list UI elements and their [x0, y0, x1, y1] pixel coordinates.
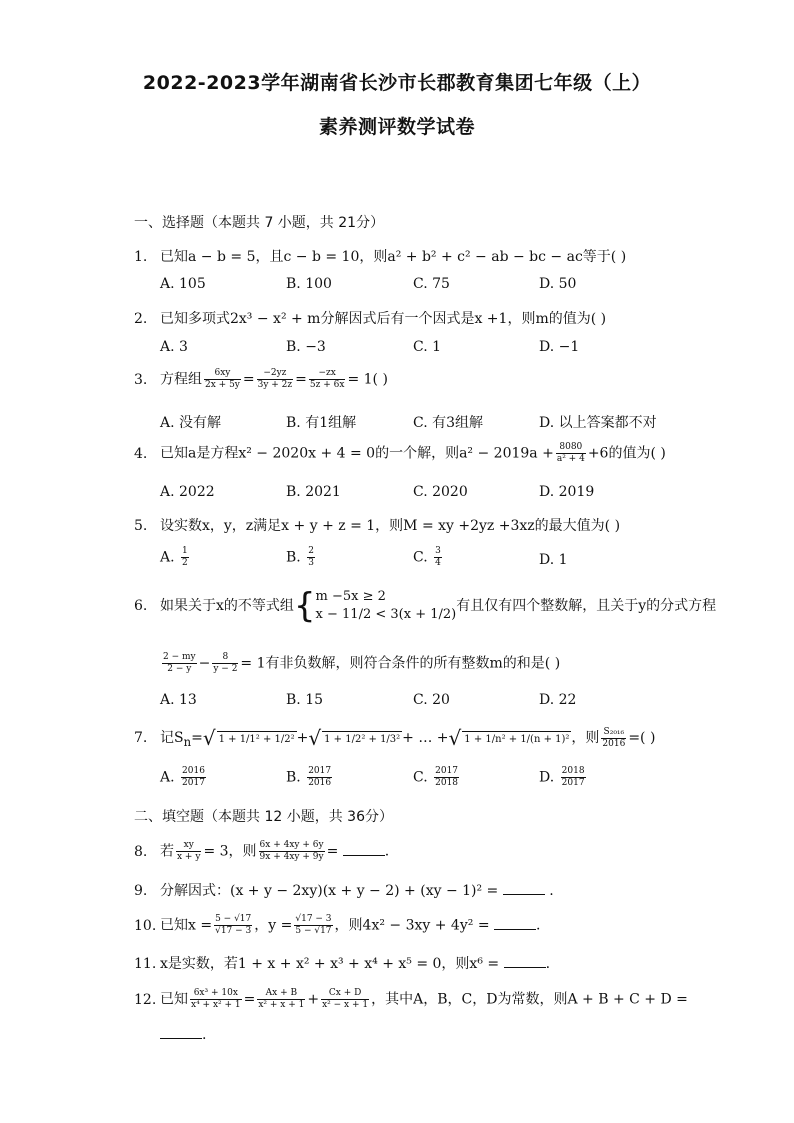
question-2 [134, 308, 606, 328]
option-d: D. 以上答案都不对 [539, 415, 657, 431]
question-number: 1. [134, 249, 148, 265]
denominator: x² − x + 1 [322, 1000, 369, 1010]
fraction [321, 988, 369, 1011]
numerator: 3 [435, 546, 441, 556]
denominator: 2017 [182, 778, 205, 788]
denominator: 2016 [602, 738, 626, 749]
fraction [259, 840, 325, 863]
fraction [214, 914, 252, 937]
paper-title-line2: 素养测评数学试卷 [318, 116, 475, 138]
option-d: D. 1 [539, 552, 568, 568]
numerator: 2017 [435, 766, 459, 776]
radicand: 1 + 1/1² + 1/2² [217, 731, 297, 745]
question-stem: 已知多项式2x³ − x² + m分解因式后有一个因式是x +1，则m的值为( ) [160, 311, 607, 327]
numerator: 6x + 4xy + 6y [259, 840, 324, 850]
denominator: 3 [308, 558, 314, 568]
option-b [286, 546, 317, 569]
option-d: D. 22 [539, 692, 577, 708]
question-1 [134, 246, 626, 266]
question-stem: 已知x = [160, 917, 213, 934]
option-a: A. 13 [160, 692, 197, 708]
numerator: −zx [309, 368, 346, 380]
question-stem: 已知a − b = 5，且c − b = 10，则a² + b² + c² − ab − bc − ac等于( ) [160, 249, 627, 265]
question-number: 8. [134, 843, 148, 860]
option-d: D. 50 [539, 276, 577, 292]
question-stem-tail: ，则4x² − 3xy + 4y² = [334, 917, 490, 934]
option-b: B. −3 [286, 339, 326, 355]
denominator: 2018 [435, 778, 459, 788]
numerator: √17 − 3 [295, 914, 332, 924]
left-brace-icon: { [293, 586, 316, 626]
numerator: 2016 [182, 766, 205, 776]
numerator: Cx + D [321, 988, 369, 1000]
option-c: C. 1 [413, 339, 442, 355]
question-12 [134, 988, 688, 1011]
fraction [181, 546, 189, 569]
question-number: 11. [134, 956, 157, 972]
numerator: −2yz [257, 368, 294, 380]
option-letter: C. [413, 549, 428, 566]
question-number: 6. [134, 598, 148, 614]
question-3: 3. 方程组 $\frac{6xy}{2x + 5y}$ = $\frac{-2yz}{3y + 2z}$ = $\frac{-zx}{5z + 6x}$ = 1( ) [134, 368, 388, 390]
question-stem: 设实数x，y，z满足x + y + z = 1，则M = xy +2yz +3xz的最大值为( ) [160, 518, 621, 534]
question-number: 3. [134, 371, 148, 388]
denominator: y − 2 [213, 664, 238, 674]
period: . [549, 883, 554, 899]
denominator: a² + 4 [556, 454, 585, 464]
numerator: 2017 [308, 766, 332, 776]
fraction [434, 546, 442, 569]
fraction [190, 988, 242, 1011]
numerator: 6xy [204, 368, 241, 380]
sqrt-icon: √ [308, 726, 322, 750]
question-stem: 方程组 [160, 371, 202, 388]
inequality-1: m −5x ≥ 2 [315, 589, 386, 604]
option-d: D. −1 [539, 339, 580, 355]
answer-blank[interactable] [343, 843, 385, 856]
option-a: A. 3 [160, 339, 188, 355]
question-10: 10. 已知x = $\frac{5 - √17}{√17 - 3}$ ，y = $\frac{√17 - 3}{5 - √17}$ ，则4x² − 3xy + 4y² = . [134, 914, 541, 936]
question-stem: 若 [160, 843, 174, 860]
question-number: 12. [134, 991, 157, 1008]
question-7: 7. 记$S_n=√$ 1 + 1/1² + 1/2² +√ 1 + 1/2² + 1/3² + … +√ 1 + 1/n² + 1/(n + 1)² ，则 $\frac{\text{S₂₀₁₆}}{2016}$ =( ) [134, 726, 656, 750]
numerator: Ax + B [257, 988, 305, 1000]
connector-text: ，则 [571, 730, 600, 746]
question-9 [134, 880, 554, 900]
fraction [601, 727, 626, 750]
fraction [307, 546, 315, 569]
question-number: 9. [134, 883, 148, 899]
fraction [434, 766, 459, 789]
question-stem-tail: +6的值为( ) [587, 445, 666, 462]
numerator: xy [176, 840, 201, 852]
option-letter: C. [413, 769, 428, 786]
denominator: x⁴ + x² + 1 [191, 1000, 241, 1010]
question-stem-tail: ，其中A，B，C，D为常数，则A + B + C + D = [371, 991, 688, 1008]
denominator: √17 − 3 [215, 926, 252, 936]
question-number: 7. [134, 730, 148, 746]
radicand: 1 + 1/2² + 1/3² [322, 731, 402, 745]
paper-title-line1: 2022-2023学年湖南省长沙市长郡教育集团七年级（上） [142, 72, 652, 94]
question-5 [134, 515, 620, 535]
equals-sign: = [243, 991, 256, 1008]
fraction [181, 766, 206, 789]
question-stem: 如果关于x的不等式组 [160, 598, 294, 614]
sqrt-icon: √ [202, 726, 216, 750]
denominator: 5z + 6x [309, 380, 345, 390]
numerator: 6x³ + 10x [190, 988, 242, 1000]
answer-blank[interactable] [160, 1026, 202, 1039]
question-11: 11. x是实数，若1 + x + x² + x³ + x⁴ + x⁵ = 0，则x⁶ = . [134, 956, 551, 972]
fraction [561, 766, 586, 789]
answer-blank[interactable] [503, 882, 545, 895]
denominator: x + y [177, 852, 201, 862]
numerator: 8 [212, 652, 238, 664]
option-c [413, 546, 444, 569]
section-heading-fill: 二、填空题（本题共 12 小题，共 36分） [134, 809, 393, 825]
option-letter: B. [286, 769, 301, 786]
option-b: B. 15 [286, 692, 324, 708]
option-a: A. 没有解 [160, 415, 222, 431]
answer-blank[interactable] [494, 917, 536, 930]
option-letter: B. [286, 549, 301, 566]
radicand: 1 + 1/n² + 1/(n + 1)² [462, 731, 571, 745]
question-stem: 已知 [160, 991, 188, 1008]
denominator: 3y + 2z [257, 380, 293, 390]
fraction [556, 442, 586, 465]
denominator: 5 − √17 [295, 926, 332, 936]
fraction [162, 652, 197, 675]
option-b: B. 有1组解 [286, 415, 357, 431]
question-stem-tail: = 1( ) [347, 371, 388, 388]
numerator: 2018 [561, 766, 585, 776]
option-d: D. 2019 [539, 484, 595, 500]
denominator: 2x + 5y [205, 380, 240, 390]
question-number: 4. [134, 445, 148, 462]
option-c: C. 20 [413, 692, 450, 708]
option-b: B. 2021 [286, 484, 341, 500]
fraction [307, 766, 332, 789]
plus-sign: + [307, 991, 320, 1008]
option-d [539, 766, 588, 789]
option-c: C. 2020 [413, 484, 468, 500]
numerator: S₂₀₁₆ [601, 727, 626, 739]
denominator: 4 [435, 558, 441, 568]
option-c: C. 有3组解 [413, 415, 484, 431]
fraction [176, 840, 201, 863]
question-12-answer-line: . [160, 1026, 206, 1043]
option-letter: A. [160, 769, 175, 786]
denominator: 2 − y [167, 664, 192, 674]
numerator: 5 − √17 [215, 914, 252, 924]
denominator: 9x + 4xy + 9y [259, 852, 324, 862]
question-6 [134, 588, 716, 624]
numerator: 8080 [556, 442, 586, 454]
fraction [212, 652, 238, 675]
denominator: 2017 [561, 778, 585, 788]
option-letter: D. [539, 769, 555, 786]
question-stem-tail: = 1有非负数解，则符合条件的所有整数m的和是( ) [240, 655, 561, 672]
section-heading-choice: 一、选择题（本题共 7 小题，共 21分） [134, 215, 385, 231]
denominator: 2016 [308, 778, 332, 788]
question-4 [134, 442, 666, 465]
denominator: 2 [182, 558, 188, 568]
numerator: 2 − my [163, 652, 196, 662]
question-stem: 已知a是方程x² − 2020x + 4 = 0的一个解，则a² − 2019a + [160, 445, 554, 462]
option-a [160, 546, 191, 569]
connector-text: ，y = [254, 917, 293, 934]
question-stem-tail: 有且仅有四个整数解，且关于y的分式方程 [456, 598, 717, 614]
numerator: 1 [182, 546, 188, 556]
option-c: C. 75 [413, 276, 450, 292]
fraction [309, 368, 346, 391]
question-stem-tail: =( ) [628, 730, 656, 746]
option-letter: A. [160, 549, 175, 566]
option-a: A. 2022 [160, 484, 215, 500]
fraction [257, 368, 294, 391]
connector-text: = 3，则 [203, 843, 257, 860]
denominator: x² + x + 1 [258, 1000, 305, 1010]
numerator: 2 [308, 546, 314, 556]
fraction [257, 988, 305, 1011]
option-c [413, 766, 461, 789]
question-number: 2. [134, 311, 148, 327]
answer-blank[interactable] [504, 955, 546, 968]
question-8: 8. 若 $\frac{xy}{x + y}$ = 3，则 $\frac{6x + 4xy + 6y}{9x + 4xy + 9y}$ = . [134, 840, 390, 862]
sqrt-icon: √ [448, 726, 462, 750]
question-stem: 分解因式：(x + y − 2xy)(x + y − 2) + (xy − 1)² = [160, 883, 499, 899]
option-b: B. 100 [286, 276, 332, 292]
fraction [204, 368, 241, 391]
question-stem-tail: = [326, 843, 339, 860]
inequality-system [316, 588, 457, 624]
option-b [286, 766, 334, 789]
question-number: 5. [134, 518, 148, 534]
option-a: A. 105 [160, 276, 206, 292]
question-stem: x是实数，若1 + x + x² + x³ + x⁴ + x⁵ = 0，则x⁶ = [160, 956, 500, 972]
ellipsis: + … + [402, 730, 449, 746]
question-6-line2: $\frac{2 - my}{2 - y}$ − $\frac{8}{y - 2}$ = 1有非负数解，则符合条件的所有整数m的和是( ) [163, 652, 561, 674]
subscript: n [183, 734, 192, 749]
inequality-2: x − 11/2 < 3(x + 1/2) [315, 607, 457, 622]
fraction [294, 914, 332, 937]
question-number: 10. [134, 917, 157, 934]
option-a [160, 766, 208, 789]
question-stem: 记S [160, 730, 184, 746]
